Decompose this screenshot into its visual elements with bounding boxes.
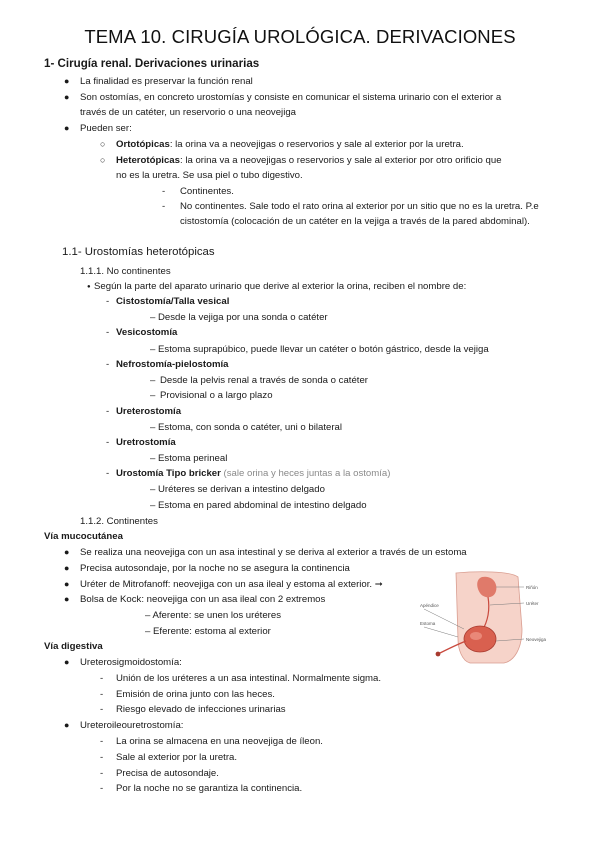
no-continentes-intro: Según la parte del aparato urinario que derive al exterior la orina, reciben el nombre de:: [94, 281, 467, 292]
digest-b1-item: Riesgo elevado de infecciones urinarias: [116, 704, 286, 715]
no-continentes-item: No continentes. Sale todo el rato orina al exterior por un sitio que no es la uretra. P.e: [180, 201, 539, 212]
fig-label-ureter: Uréter: [526, 601, 539, 606]
section-1-1-heading: 1.1- Urostomías heterotópicas: [62, 246, 215, 258]
fig-label-neovejiga: Neovejiga: [526, 637, 547, 642]
item-bricker-desc-2: – Estoma en pared abdominal de intestino delgado: [150, 500, 367, 511]
s1-bullet-3: Pueden ser:: [80, 123, 132, 134]
bullet-dot-icon: ●: [64, 657, 70, 667]
item-uretrostomia: Uretrostomía: [116, 437, 176, 448]
item-ureterostomia: Ureterostomía: [116, 406, 182, 417]
digest-bullet-1: Ureterosigmoidostomía:: [80, 657, 182, 668]
no-continentes-item-2: cistostomía (colocación de un catéter en la vejiga a través de la pared abdominal).: [180, 216, 530, 227]
subsection-1-1-2: 1.1.2. Continentes: [80, 516, 158, 527]
s1-bullet-2b: través de un catéter, un reservorio o una neovejiga: [80, 107, 296, 118]
heterotopicas-line-2: no es la uretra. Se usa piel o tubo digestivo.: [116, 170, 303, 181]
neovejiga-highlight: [470, 632, 482, 640]
item-vesicostomia: Vesicostomía: [116, 327, 178, 338]
fig-label-estoma: Estoma: [420, 621, 436, 626]
item-uretrostomia-desc: – Estoma perineal: [150, 453, 228, 464]
item-ureterostomia-desc: – Estoma, con sonda o catéter, uni o bilateral: [150, 422, 342, 433]
dash-bullet: -: [106, 327, 110, 338]
item-bricker-desc: – Uréteres se derivan a intestino delgado: [150, 484, 325, 495]
dash-bullet: -: [100, 752, 104, 763]
via-mucocutanea-heading: Vía mucocutánea: [44, 531, 123, 542]
s1-bullet-2a: Son ostomías, en concreto urostomías y consiste en comunicar el sistema urinario con el exterior a: [80, 92, 502, 103]
dash-bullet: -: [100, 768, 104, 779]
digest-b2-item: La orina se almacena en una neovejiga de íleon.: [116, 736, 323, 747]
item-vesicostomia-desc: – Estoma suprapúbico, puede llevar un catéter o botón gástrico, desde la vejiga: [150, 344, 489, 355]
digest-b2-item: Precisa de autosondaje.: [116, 768, 219, 779]
fig-label-apendice: Apéndice: [420, 603, 439, 608]
item-bricker: Urostomía Tipo bricker (sale orina y heces juntas a la ostomía): [116, 468, 391, 479]
bullet-circle-icon: ○: [100, 155, 106, 165]
page-title: TEMA 10. CIRUGÍA UROLÓGICA. DERIVACIONES: [84, 26, 516, 47]
bullet-dot-icon: ●: [64, 547, 70, 557]
bullet-dot-icon: ●: [64, 76, 70, 86]
neovejiga-shape: [464, 626, 496, 652]
continentes-item: Continentes.: [180, 186, 234, 197]
item-nefrostomia-desc-2: Provisional o a largo plazo: [160, 390, 273, 401]
bullet-dot-icon: ●: [64, 579, 70, 589]
digest-b1-item: Emisión de orina junto con las heces.: [116, 689, 275, 700]
dash-bullet: -: [162, 201, 166, 212]
dash-bullet: -: [106, 437, 110, 448]
dash-bullet: -: [100, 689, 104, 700]
digest-b2-item: Por la noche no se garantiza la continencia.: [116, 783, 303, 794]
dash-bullet: -: [106, 468, 110, 479]
item-cistostomia-desc: – Desde la vejiga por una sonda o catéter: [150, 312, 328, 323]
dash-bullet: -: [100, 783, 104, 794]
dash-bullet: -: [100, 736, 104, 747]
bullet-circle-icon: ○: [100, 139, 106, 149]
kock-aferente: – Aferente: se unen los uréteres: [145, 610, 281, 621]
bullet-dot-icon: ●: [87, 284, 91, 290]
ortotopicas-line: Ortotópicas: la orina va a neovejigas o reservorios y sale al exterior por la uretra.: [116, 139, 464, 150]
bullet-dot-icon: ●: [64, 92, 70, 102]
item-cistostomia: Cistostomía/Talla vesical: [116, 296, 230, 307]
dash-bullet: -: [162, 186, 166, 197]
s1-bullet-1: La finalidad es preservar la función renal: [80, 76, 253, 87]
dash-bullet: -: [106, 406, 110, 417]
item-nefrostomia: Nefrostomía-pielostomía: [116, 359, 229, 370]
neovejiga-illustration: [418, 569, 578, 665]
bullet-dot-icon: ●: [64, 594, 70, 604]
muco-bullet-2: Precisa autosondaje, por la noche no se asegura la continencia: [80, 563, 350, 574]
kock-eferente: – Eferente: estoma al exterior: [145, 626, 271, 637]
bullet-dot-icon: ●: [64, 720, 70, 730]
dash-bullet: -: [100, 673, 104, 684]
muco-bullet-3: Uréter de Mitrofanoff: neovejiga con un asa ileal y estoma al exterior. ➞: [80, 579, 383, 590]
heterotopicas-line: Heterotópicas: la orina va a neovejigas o reservorios y sale al exterior por otro orificio que: [116, 155, 502, 166]
dash-bullet: -: [100, 704, 104, 715]
dash-bullet: -: [106, 359, 110, 370]
stoma-mark: [436, 652, 441, 657]
bullet-dot-icon: ●: [64, 563, 70, 573]
via-digestiva-heading: Vía digestiva: [44, 641, 103, 652]
bullet-dot-icon: ●: [64, 123, 70, 133]
fig-label-rinon: Riñón: [526, 585, 538, 590]
section-1-heading: 1- Cirugía renal. Derivaciones urinarias: [44, 57, 260, 70]
muco-bullet-1: Se realiza una neovejiga con un asa intestinal y se deriva al exterior a través de un estoma: [80, 547, 467, 558]
digest-b1-item: Unión de los uréteres a un asa intestinal. Normalmente sigma.: [116, 673, 382, 684]
subsection-1-1-1: 1.1.1. No continentes: [80, 266, 171, 277]
item-nefrostomia-desc: Desde la pelvis renal a través de sonda o catéter: [160, 375, 368, 386]
muco-bullet-4: Bolsa de Kock: neovejiga con un asa ileal con 2 extremos: [80, 594, 326, 605]
en-dash-bullet: –: [150, 375, 156, 386]
dash-bullet: -: [106, 296, 110, 307]
en-dash-bullet: –: [150, 390, 156, 401]
digest-b2-item: Sale al exterior por la uretra.: [116, 752, 238, 763]
digest-bullet-2: Ureteroileouretrostomía:: [80, 720, 184, 731]
